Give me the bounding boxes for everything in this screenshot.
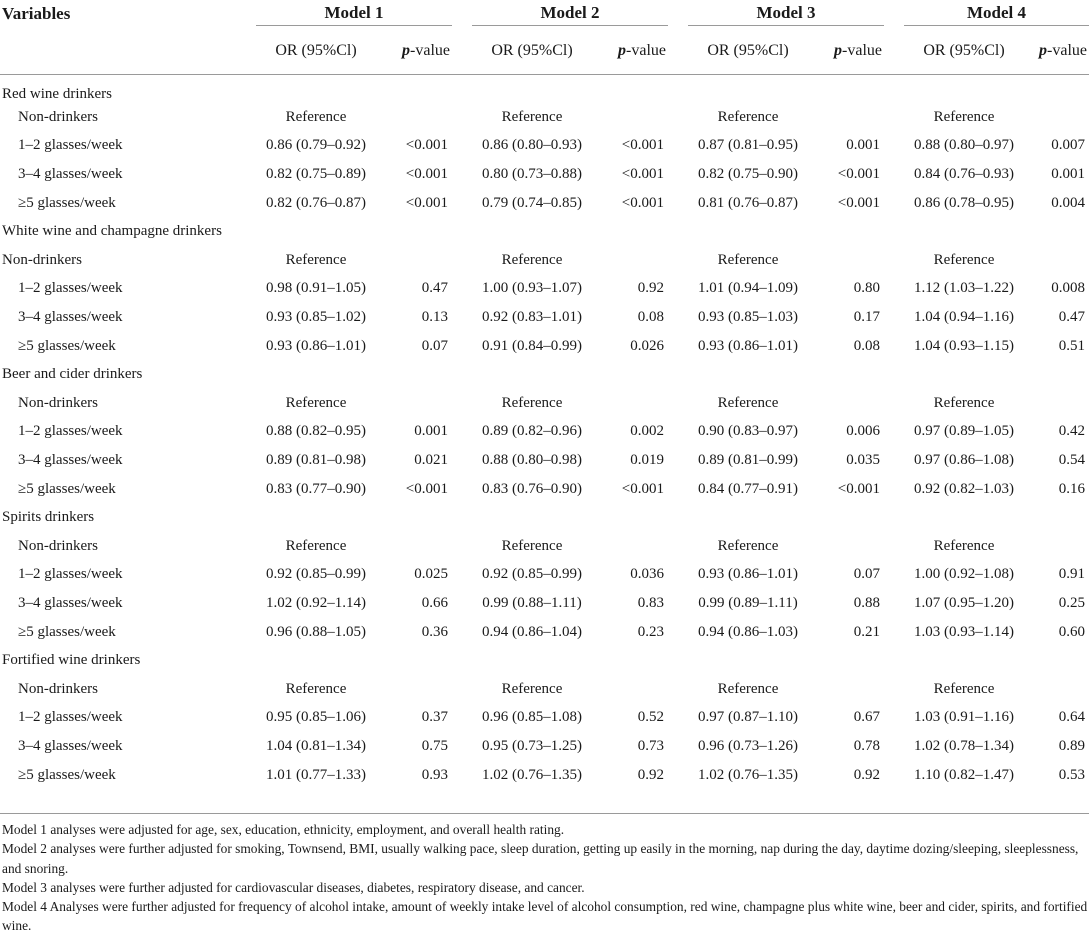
column-gap (668, 246, 688, 275)
or-cell: 1.02 (0.76–1.35) (698, 766, 798, 783)
column-gap (668, 475, 688, 504)
p-value-cell: 0.37 (421, 709, 448, 726)
or-cell: 0.94 (0.86–1.03) (698, 623, 798, 640)
p-value-cell: 0.019 (630, 452, 664, 469)
p-value-cell: 0.80 (853, 280, 880, 297)
or-cell: 0.84 (0.76–0.93) (914, 166, 1014, 183)
row-label: ≥5 glasses/week (18, 766, 116, 783)
group-row (0, 503, 1089, 532)
or-cell: 0.91 (0.84–0.99) (482, 337, 582, 354)
or-cell: 0.90 (0.83–0.97) (698, 423, 798, 440)
column-gap (452, 189, 472, 218)
p-value-cell: <0.001 (621, 194, 664, 211)
or-cell: Reference (717, 680, 779, 697)
group-title: Red wine drinkers (2, 85, 112, 102)
p-value-cell: 0.07 (853, 566, 880, 583)
header-or: OR (95%Cl) (256, 28, 376, 75)
p-value-cell: <0.001 (837, 194, 880, 211)
column-gap (452, 761, 472, 790)
p-value-cell: 0.002 (630, 423, 664, 440)
table-row (0, 160, 1089, 189)
row-label: Non-drinkers (18, 537, 98, 554)
p-value-cell (376, 103, 452, 132)
or-cell: Reference (717, 108, 779, 125)
header-row-models (0, 0, 1089, 28)
column-gap (452, 389, 472, 418)
p-value-cell (376, 389, 452, 418)
or-cell: Reference (717, 251, 779, 268)
or-cell: 1.04 (0.81–1.34) (266, 737, 366, 754)
header-model-4: Model 4 (904, 0, 1089, 28)
column-gap (668, 160, 688, 189)
column-gap (668, 532, 688, 561)
column-gap (884, 475, 904, 504)
or-cell: 0.96 (0.73–1.26) (698, 737, 798, 754)
p-value-cell: 0.92 (637, 280, 664, 297)
p-value-cell (808, 532, 884, 561)
row-label: ≥5 glasses/week (18, 623, 116, 640)
or-cell: 1.01 (0.77–1.33) (266, 766, 366, 783)
p-value-cell: 0.73 (637, 737, 664, 754)
row-label: ≥5 glasses/week (18, 480, 116, 497)
p-value-cell: 0.52 (637, 709, 664, 726)
p-value-cell: 0.004 (1051, 194, 1085, 211)
column-gap (668, 132, 688, 161)
column-gap (884, 132, 904, 161)
p-value-cell: <0.001 (405, 166, 448, 183)
p-value-cell: <0.001 (405, 137, 448, 154)
table-row (0, 561, 1089, 590)
group-row (0, 75, 1089, 104)
column-gap (668, 704, 688, 733)
or-cell: 0.92 (0.83–1.01) (482, 309, 582, 326)
table-row (0, 732, 1089, 761)
or-cell: Reference (501, 251, 563, 268)
p-value-cell (376, 532, 452, 561)
p-value-cell (592, 532, 668, 561)
or-cell: 1.03 (0.91–1.16) (914, 709, 1014, 726)
or-cell: Reference (501, 680, 563, 697)
table-row (0, 332, 1089, 361)
p-value-cell: 0.036 (630, 566, 664, 583)
column-gap (884, 675, 904, 704)
or-cell: 1.02 (0.78–1.34) (914, 737, 1014, 754)
column-gap (884, 418, 904, 447)
footnote: Model 3 analyses were further adjusted for cardiovascular diseases, diabetes, respiratory disease, and cancer. (2, 879, 585, 895)
header-p-value: p-value (1024, 28, 1089, 75)
column-gap (668, 618, 688, 647)
p-value-cell: 0.001 (414, 423, 448, 440)
p-value-cell: 0.035 (846, 452, 880, 469)
p-value-cell: 0.026 (630, 337, 664, 354)
or-cell: 0.93 (0.86–1.01) (266, 337, 366, 354)
or-cell: 1.03 (0.93–1.14) (914, 623, 1014, 640)
row-label: 1–2 glasses/week (18, 566, 123, 583)
p-value-cell: 0.42 (1058, 423, 1085, 440)
column-gap (884, 303, 904, 332)
column-gap (884, 761, 904, 790)
or-cell: 0.83 (0.77–0.90) (266, 480, 366, 497)
or-cell: 0.80 (0.73–0.88) (482, 166, 582, 183)
row-label: 3–4 glasses/week (18, 166, 123, 183)
column-gap (452, 532, 472, 561)
or-cell: 0.97 (0.89–1.05) (914, 423, 1014, 440)
column-gap (452, 246, 472, 275)
column-gap (668, 275, 688, 304)
or-cell: 0.89 (0.82–0.96) (482, 423, 582, 440)
p-value-cell: <0.001 (837, 166, 880, 183)
or-cell: 1.07 (0.95–1.20) (914, 594, 1014, 611)
column-gap (884, 589, 904, 618)
or-cell: Reference (285, 680, 347, 697)
or-cell: 0.94 (0.86–1.04) (482, 623, 582, 640)
or-cell: 0.81 (0.76–0.87) (698, 194, 798, 211)
header-or: OR (95%Cl) (688, 28, 808, 75)
or-cell: 0.96 (0.88–1.05) (266, 623, 366, 640)
or-cell: Reference (285, 537, 347, 554)
group-title: Beer and cider drinkers (2, 366, 143, 383)
column-gap (452, 332, 472, 361)
column-gap (668, 389, 688, 418)
p-value-cell: 0.64 (1058, 709, 1085, 726)
row-label: 1–2 glasses/week (18, 709, 123, 726)
column-gap (668, 103, 688, 132)
p-value-cell (1024, 675, 1089, 704)
table-row (0, 132, 1089, 161)
p-value-cell: 0.66 (421, 594, 448, 611)
column-gap (452, 589, 472, 618)
or-cell: 1.02 (0.92–1.14) (266, 594, 366, 611)
p-value-cell (1024, 246, 1089, 275)
column-gap (884, 160, 904, 189)
or-cell: 0.88 (0.80–0.97) (914, 137, 1014, 154)
header-p-value: p-value (592, 28, 668, 75)
table-row (0, 246, 1089, 275)
or-cell: Reference (933, 108, 995, 125)
or-cell: 0.82 (0.76–0.87) (266, 194, 366, 211)
p-value-cell: 0.001 (1051, 166, 1085, 183)
or-cell: 0.97 (0.86–1.08) (914, 452, 1014, 469)
p-value-cell: 0.021 (414, 452, 448, 469)
or-cell: 1.01 (0.94–1.09) (698, 280, 798, 297)
table-row (0, 275, 1089, 304)
or-cell: Reference (501, 108, 563, 125)
p-value-cell: 0.007 (1051, 137, 1085, 154)
p-value-cell: 0.07 (421, 337, 448, 354)
or-cell: 0.95 (0.85–1.06) (266, 709, 366, 726)
p-value-cell: 0.88 (853, 594, 880, 611)
or-cell: Reference (933, 537, 995, 554)
column-gap (668, 418, 688, 447)
row-label: 1–2 glasses/week (18, 280, 123, 297)
row-label: 1–2 glasses/week (18, 137, 123, 154)
p-value-cell: 0.92 (853, 766, 880, 783)
column-gap (668, 761, 688, 790)
p-value-cell: 0.25 (1058, 594, 1085, 611)
or-cell: 1.10 (0.82–1.47) (914, 766, 1014, 783)
p-value-cell (1024, 532, 1089, 561)
p-value-cell: 0.92 (637, 766, 664, 783)
p-value-cell: 0.006 (846, 423, 880, 440)
p-value-cell: <0.001 (837, 480, 880, 497)
p-value-cell: 0.08 (637, 309, 664, 326)
column-gap (452, 618, 472, 647)
or-cell: 1.04 (0.93–1.15) (914, 337, 1014, 354)
or-cell: 0.92 (0.85–0.99) (482, 566, 582, 583)
p-value-cell: 0.025 (414, 566, 448, 583)
group-row (0, 646, 1089, 675)
or-cell: 0.92 (0.82–1.03) (914, 480, 1014, 497)
table-row (0, 189, 1089, 218)
column-gap (452, 275, 472, 304)
table-row (0, 303, 1089, 332)
header-or: OR (95%Cl) (472, 28, 592, 75)
or-cell: Reference (717, 537, 779, 554)
group-row (0, 217, 1089, 246)
or-cell: Reference (501, 537, 563, 554)
table-body (0, 75, 1089, 790)
p-value-cell: <0.001 (621, 137, 664, 154)
p-value-cell (1024, 389, 1089, 418)
p-value-cell: <0.001 (621, 166, 664, 183)
p-value-cell: 0.67 (853, 709, 880, 726)
p-value-cell (592, 675, 668, 704)
p-value-cell: 0.93 (421, 766, 448, 783)
group-row (0, 360, 1089, 389)
column-gap (884, 246, 904, 275)
p-value-cell: 0.21 (853, 623, 880, 640)
column-gap (668, 189, 688, 218)
table-row (0, 475, 1089, 504)
p-value-cell (808, 103, 884, 132)
or-cell: 0.96 (0.85–1.08) (482, 709, 582, 726)
column-gap (884, 704, 904, 733)
table-row (0, 418, 1089, 447)
p-value-cell: 0.91 (1058, 566, 1085, 583)
p-value-cell: <0.001 (621, 480, 664, 497)
row-label: 3–4 glasses/week (18, 309, 123, 326)
p-value-cell: 0.17 (853, 309, 880, 326)
column-gap (884, 532, 904, 561)
or-cell: 0.79 (0.74–0.85) (482, 194, 582, 211)
p-value-cell: <0.001 (405, 194, 448, 211)
column-gap (668, 589, 688, 618)
row-label: 3–4 glasses/week (18, 737, 123, 754)
column-gap (452, 446, 472, 475)
header-or: OR (95%Cl) (904, 28, 1024, 75)
p-value-cell (592, 389, 668, 418)
row-label: 1–2 glasses/week (18, 423, 123, 440)
p-value-cell: 0.54 (1058, 452, 1085, 469)
column-gap (668, 332, 688, 361)
footnote: Model 2 analyses were further adjusted for smoking, Townsend, BMI, usually walking pace, sleep duration, getting up easily in the morning, nap during the day, daytime dozing/sleeping, sleeplessness, and snoring. (2, 841, 1079, 876)
column-gap (452, 160, 472, 189)
p-value-cell: 0.89 (1058, 737, 1085, 754)
row-label: 3–4 glasses/week (18, 452, 123, 469)
header-model-3: Model 3 (688, 0, 884, 28)
header-p-value: p-value (376, 28, 452, 75)
column-gap (452, 561, 472, 590)
or-cell: 0.95 (0.73–1.25) (482, 737, 582, 754)
or-cell: 0.89 (0.81–0.99) (698, 452, 798, 469)
p-value-cell (592, 103, 668, 132)
p-value-cell (376, 246, 452, 275)
or-cell: 0.84 (0.77–0.91) (698, 480, 798, 497)
or-cell: Reference (933, 251, 995, 268)
or-cell: Reference (285, 394, 347, 411)
or-cell: Reference (501, 394, 563, 411)
group-title: Spirits drinkers (2, 509, 95, 526)
or-cell: 0.99 (0.89–1.11) (698, 594, 798, 611)
or-cell: 0.93 (0.86–1.01) (698, 337, 798, 354)
table-row (0, 675, 1089, 704)
row-label: Non-drinkers (18, 680, 98, 697)
p-value-cell: 0.60 (1058, 623, 1085, 640)
row-label: Non-drinkers (18, 108, 98, 125)
row-label: ≥5 glasses/week (18, 337, 116, 354)
or-cell: 0.97 (0.87–1.10) (698, 709, 798, 726)
p-value-cell: 0.008 (1051, 280, 1085, 297)
p-value-cell (1024, 103, 1089, 132)
column-gap (452, 132, 472, 161)
row-label: 3–4 glasses/week (18, 594, 123, 611)
column-gap (452, 303, 472, 332)
or-cell: 1.00 (0.93–1.07) (482, 280, 582, 297)
column-gap (884, 446, 904, 475)
column-gap (884, 732, 904, 761)
p-value-cell (808, 389, 884, 418)
column-gap (452, 732, 472, 761)
p-value-cell: 0.83 (637, 594, 664, 611)
p-value-cell: 0.16 (1058, 480, 1085, 497)
header-p-value: p-value (808, 28, 884, 75)
header-model-2: Model 2 (472, 0, 668, 28)
footnote: Model 1 analyses were adjusted for age, sex, education, ethnicity, employment, and overall health rating. (2, 822, 565, 837)
or-cell: 0.86 (0.78–0.95) (914, 194, 1014, 211)
or-cell: Reference (285, 251, 347, 268)
or-cell: 0.93 (0.85–1.02) (266, 309, 366, 326)
or-cell: 0.99 (0.88–1.11) (482, 594, 582, 611)
table-row (0, 446, 1089, 475)
column-gap (668, 303, 688, 332)
p-value-cell (592, 246, 668, 275)
or-cell: 0.89 (0.81–0.98) (266, 452, 366, 469)
or-cell: 0.88 (0.80–0.98) (482, 452, 582, 469)
table-row (0, 589, 1089, 618)
or-cell: Reference (717, 394, 779, 411)
p-value-cell: 0.23 (637, 623, 664, 640)
p-value-cell: 0.47 (1058, 309, 1085, 326)
or-cell: 1.04 (0.94–1.16) (914, 309, 1014, 326)
column-gap (452, 475, 472, 504)
column-gap (668, 446, 688, 475)
or-cell: 0.88 (0.82–0.95) (266, 423, 366, 440)
column-gap (884, 103, 904, 132)
column-gap (668, 732, 688, 761)
group-title: Fortified wine drinkers (2, 652, 141, 669)
p-value-cell: 0.51 (1058, 337, 1085, 354)
or-cell: 0.83 (0.76–0.90) (482, 480, 582, 497)
table-footnotes (0, 813, 1089, 936)
p-value-cell: 0.08 (853, 337, 880, 354)
p-value-cell: 0.75 (421, 737, 448, 754)
column-gap (452, 675, 472, 704)
table-row (0, 389, 1089, 418)
header-model-1: Model 1 (256, 0, 452, 28)
table-row (0, 103, 1089, 132)
p-value-cell: 0.001 (846, 137, 880, 154)
table-row (0, 704, 1089, 733)
column-gap (668, 561, 688, 590)
or-cell: 1.00 (0.92–1.08) (914, 566, 1014, 583)
column-gap (884, 332, 904, 361)
p-value-cell: 0.53 (1058, 766, 1085, 783)
row-label: ≥5 glasses/week (18, 194, 116, 211)
p-value-cell (376, 675, 452, 704)
column-gap (452, 704, 472, 733)
column-gap (668, 675, 688, 704)
column-gap (884, 618, 904, 647)
p-value-cell: 0.78 (853, 737, 880, 754)
table-row (0, 532, 1089, 561)
or-cell: 0.93 (0.85–1.03) (698, 309, 798, 326)
p-value-cell: 0.36 (421, 623, 448, 640)
column-gap (884, 189, 904, 218)
table-row (0, 618, 1089, 647)
footnote: Model 4 Analyses were further adjusted for frequency of alcohol intake, amount of weekly intake level of alcohol consumption, red wine, champagne plus white wine, beer and cider, spirits, and fortified wine. (2, 899, 1088, 934)
or-cell: 0.98 (0.91–1.05) (266, 280, 366, 297)
group-title: White wine and champagne drinkers (2, 223, 222, 240)
row-label: Non-drinkers (2, 251, 82, 268)
or-cell: 1.02 (0.76–1.35) (482, 766, 582, 783)
or-cell: Reference (933, 680, 995, 697)
or-cell: 0.87 (0.81–0.95) (698, 137, 798, 154)
or-cell: 0.86 (0.79–0.92) (266, 137, 366, 154)
column-gap (884, 275, 904, 304)
or-cell: 0.92 (0.85–0.99) (266, 566, 366, 583)
p-value-cell: 0.47 (421, 280, 448, 297)
or-cell: 0.82 (0.75–0.89) (266, 166, 366, 183)
column-gap (452, 418, 472, 447)
or-cell: Reference (285, 108, 347, 125)
column-gap (452, 103, 472, 132)
column-gap (884, 561, 904, 590)
or-cell: 0.93 (0.86–1.01) (698, 566, 798, 583)
p-value-cell (808, 246, 884, 275)
or-cell: 0.82 (0.75–0.90) (698, 166, 798, 183)
table-row (0, 761, 1089, 790)
or-cell: 0.86 (0.80–0.93) (482, 137, 582, 154)
row-label: Non-drinkers (18, 394, 98, 411)
or-cell: Reference (933, 394, 995, 411)
column-gap (884, 389, 904, 418)
header-variables: Variables (2, 4, 71, 23)
p-value-cell (808, 675, 884, 704)
or-cell: 1.12 (1.03–1.22) (914, 280, 1014, 297)
p-value-cell: 0.13 (421, 309, 448, 326)
header-row-columns (0, 28, 1089, 75)
p-value-cell: <0.001 (405, 480, 448, 497)
